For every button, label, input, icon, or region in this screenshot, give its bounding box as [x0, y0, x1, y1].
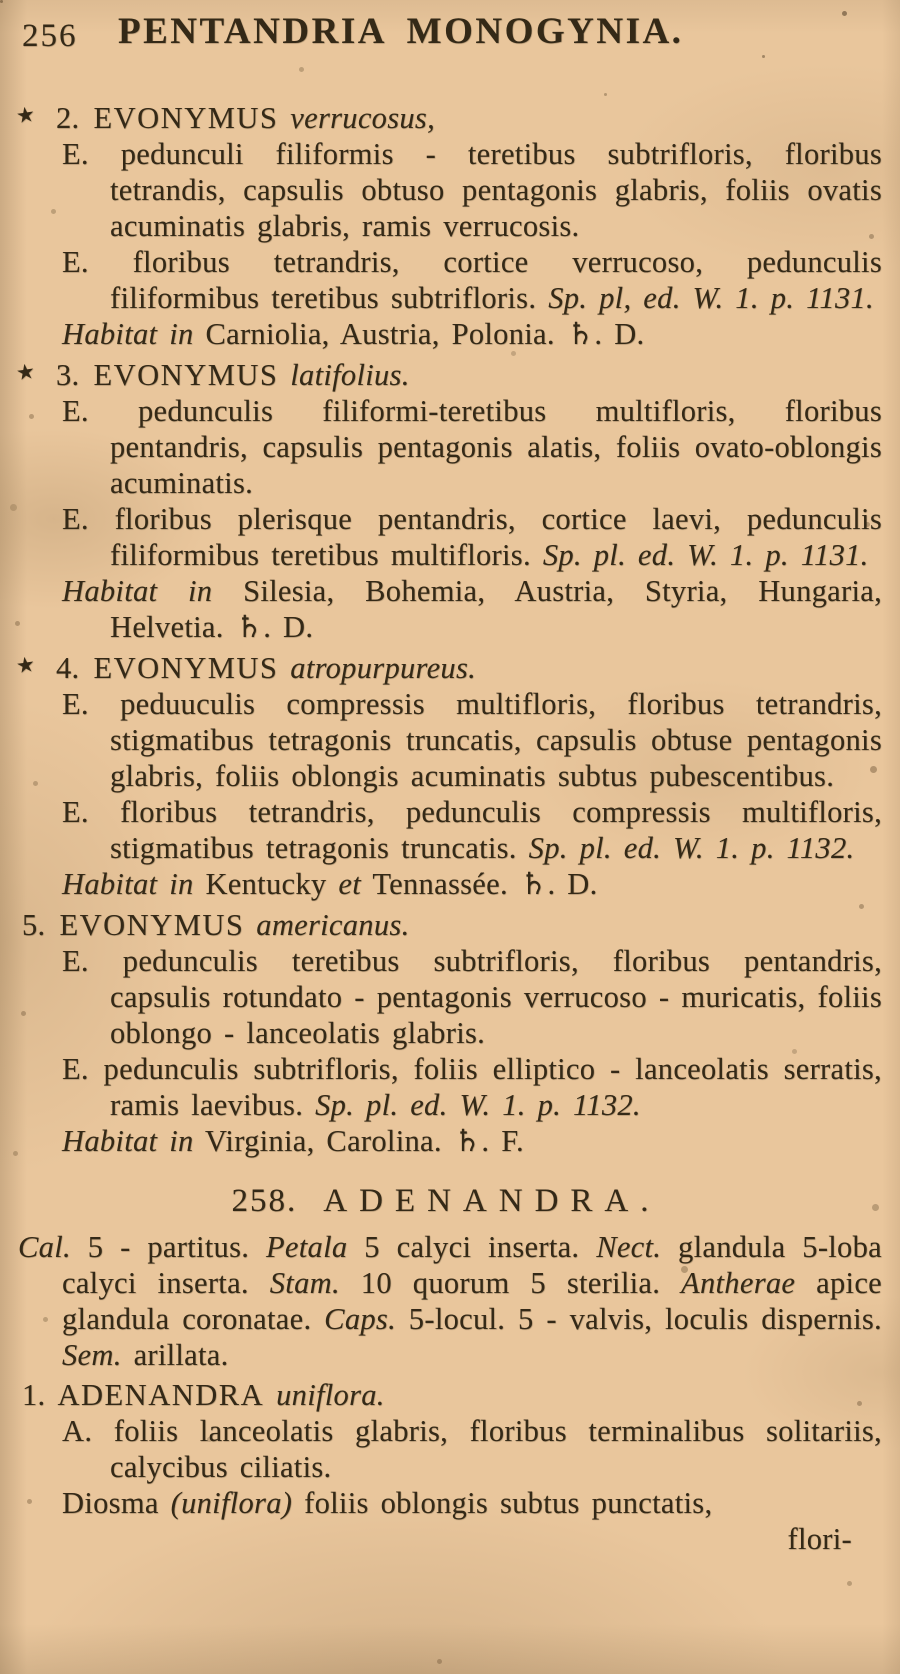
- species-epithet: latifolius.: [290, 358, 410, 392]
- page-number: 256: [22, 18, 78, 54]
- diagnosis-paragraph: E. pedunculis filiformi-teretibus multifloris, floribus pentandris, capsulis pentagonis alatis, foliis ovato-oblongis acuminatis.: [62, 394, 882, 500]
- species-heading: [10, 650, 882, 686]
- diagnosis-paragraph: E. floribus plerisque pentandris, cortice laevi, pedunculis filiformibus teretibus multifloris. Sp. pl. ed. W. 1. p. 1131.: [62, 502, 882, 572]
- habitat-line: Habitat in Virginia, Carolina. ♄. F.: [62, 1124, 524, 1158]
- species-number: 1.: [22, 1378, 46, 1412]
- diagnosis-paragraph: E. peduuculis compressis multifloris, floribus tetrandris, stigmatibus tetragonis truncatis, capsulis obtuse pentagonis glabris, foliis oblongis acuminatis subtus pubescentibus.: [62, 687, 882, 793]
- species-entry: [10, 100, 882, 352]
- species-entry: [10, 357, 882, 645]
- diagnosis-paragraph: E. pedunculis teretibus subtrifloris, floribus pentandris, capsulis rotundato - pentagonis verrucoso - muricatis, foliis oblongo - lanceolatis glabris.: [62, 944, 882, 1050]
- genus-section-heading: [10, 1183, 882, 1219]
- star-icon: ★: [14, 358, 37, 386]
- diagnosis-paragraph: A. foliis lanceolatis glabris, floribus terminalibus solitariis, calycibus ciliatis.: [62, 1414, 882, 1484]
- genus-name: ADENANDRA: [57, 1378, 265, 1412]
- species-entry: [10, 1377, 882, 1557]
- diagnosis-paragraph: E. pedunculis subtrifloris, foliis elliptico - lanceolatis serratis, ramis laevibus. Sp. pl. ed. W. 1. p. 1132.: [62, 1052, 882, 1122]
- habitat-line: Habitat in Silesia, Bohemia, Austria, Styria, Hungaria, Helvetia. ♄. D.: [62, 574, 883, 644]
- genus-name: EVONYMUS: [93, 101, 279, 135]
- genus-title: ADENANDRA.: [323, 1183, 661, 1219]
- diagnosis-paragraph: E. pedunculi filiformis - teretibus subtrifloris, floribus tetrandis, capsulis obtuso pentagonis glabris, foliis ovatis acuminatis glabris, ramis verrucosis.: [62, 137, 882, 243]
- habitat-line: Habitat in Carniolia, Austria, Polonia. ♄. D.: [62, 317, 645, 351]
- genus-description: Cal. 5 - partitus. Petala 5 calyci inserta. Nect. glandula 5-loba calyci inserta. Stam. 10 quorum 5 sterilia. Antherae apice glandula coronatae. Caps. 5-locul. 5 - valvis, loculis dispernis. Sem. arillata.: [18, 1230, 882, 1372]
- species-epithet: uniflora.: [276, 1378, 385, 1412]
- species-entry: [10, 907, 882, 1159]
- species-heading: [10, 100, 882, 136]
- running-title: PENTANDRIA MONOGYNIA.: [118, 11, 684, 52]
- species-number: 2.: [56, 101, 80, 135]
- diagnosis-paragraph: E. floribus tetrandris, cortice verrucoso, pedunculis filiformibus teretibus subtrifloris. Sp. pl, ed. W. 1. p. 1131.: [62, 245, 882, 315]
- catchword: flori-: [787, 1522, 852, 1556]
- habitat-line: Habitat in Kentucky et Tennassée. ♄. D.: [62, 867, 598, 901]
- species-epithet: verrucosus,: [290, 101, 436, 135]
- species-heading: [10, 357, 882, 393]
- species-number: 3.: [56, 358, 80, 392]
- star-icon: ★: [14, 101, 37, 129]
- page-header: [10, 11, 882, 66]
- synonym-paragraph: Diosma (uniflora) foliis oblongis subtus punctatis,: [62, 1486, 713, 1520]
- genus-name: EVONYMUS: [93, 358, 279, 392]
- species-epithet: atropurpureus.: [290, 651, 477, 685]
- star-icon: ★: [14, 651, 37, 679]
- species-number: 5.: [22, 908, 46, 942]
- genus-name: EVONYMUS: [59, 908, 245, 942]
- genus-number: 258.: [231, 1183, 298, 1219]
- genus-name: EVONYMUS: [93, 651, 279, 685]
- species-number: 4.: [56, 651, 80, 685]
- species-heading: [10, 1377, 882, 1413]
- species-epithet: americanus.: [256, 908, 410, 942]
- species-entry: [10, 650, 882, 902]
- species-heading: [10, 907, 882, 943]
- diagnosis-paragraph: E. floribus tetrandris, pedunculis compressis multifloris, stigmatibus tetragonis truncatis. Sp. pl. ed. W. 1. p. 1132.: [62, 795, 882, 865]
